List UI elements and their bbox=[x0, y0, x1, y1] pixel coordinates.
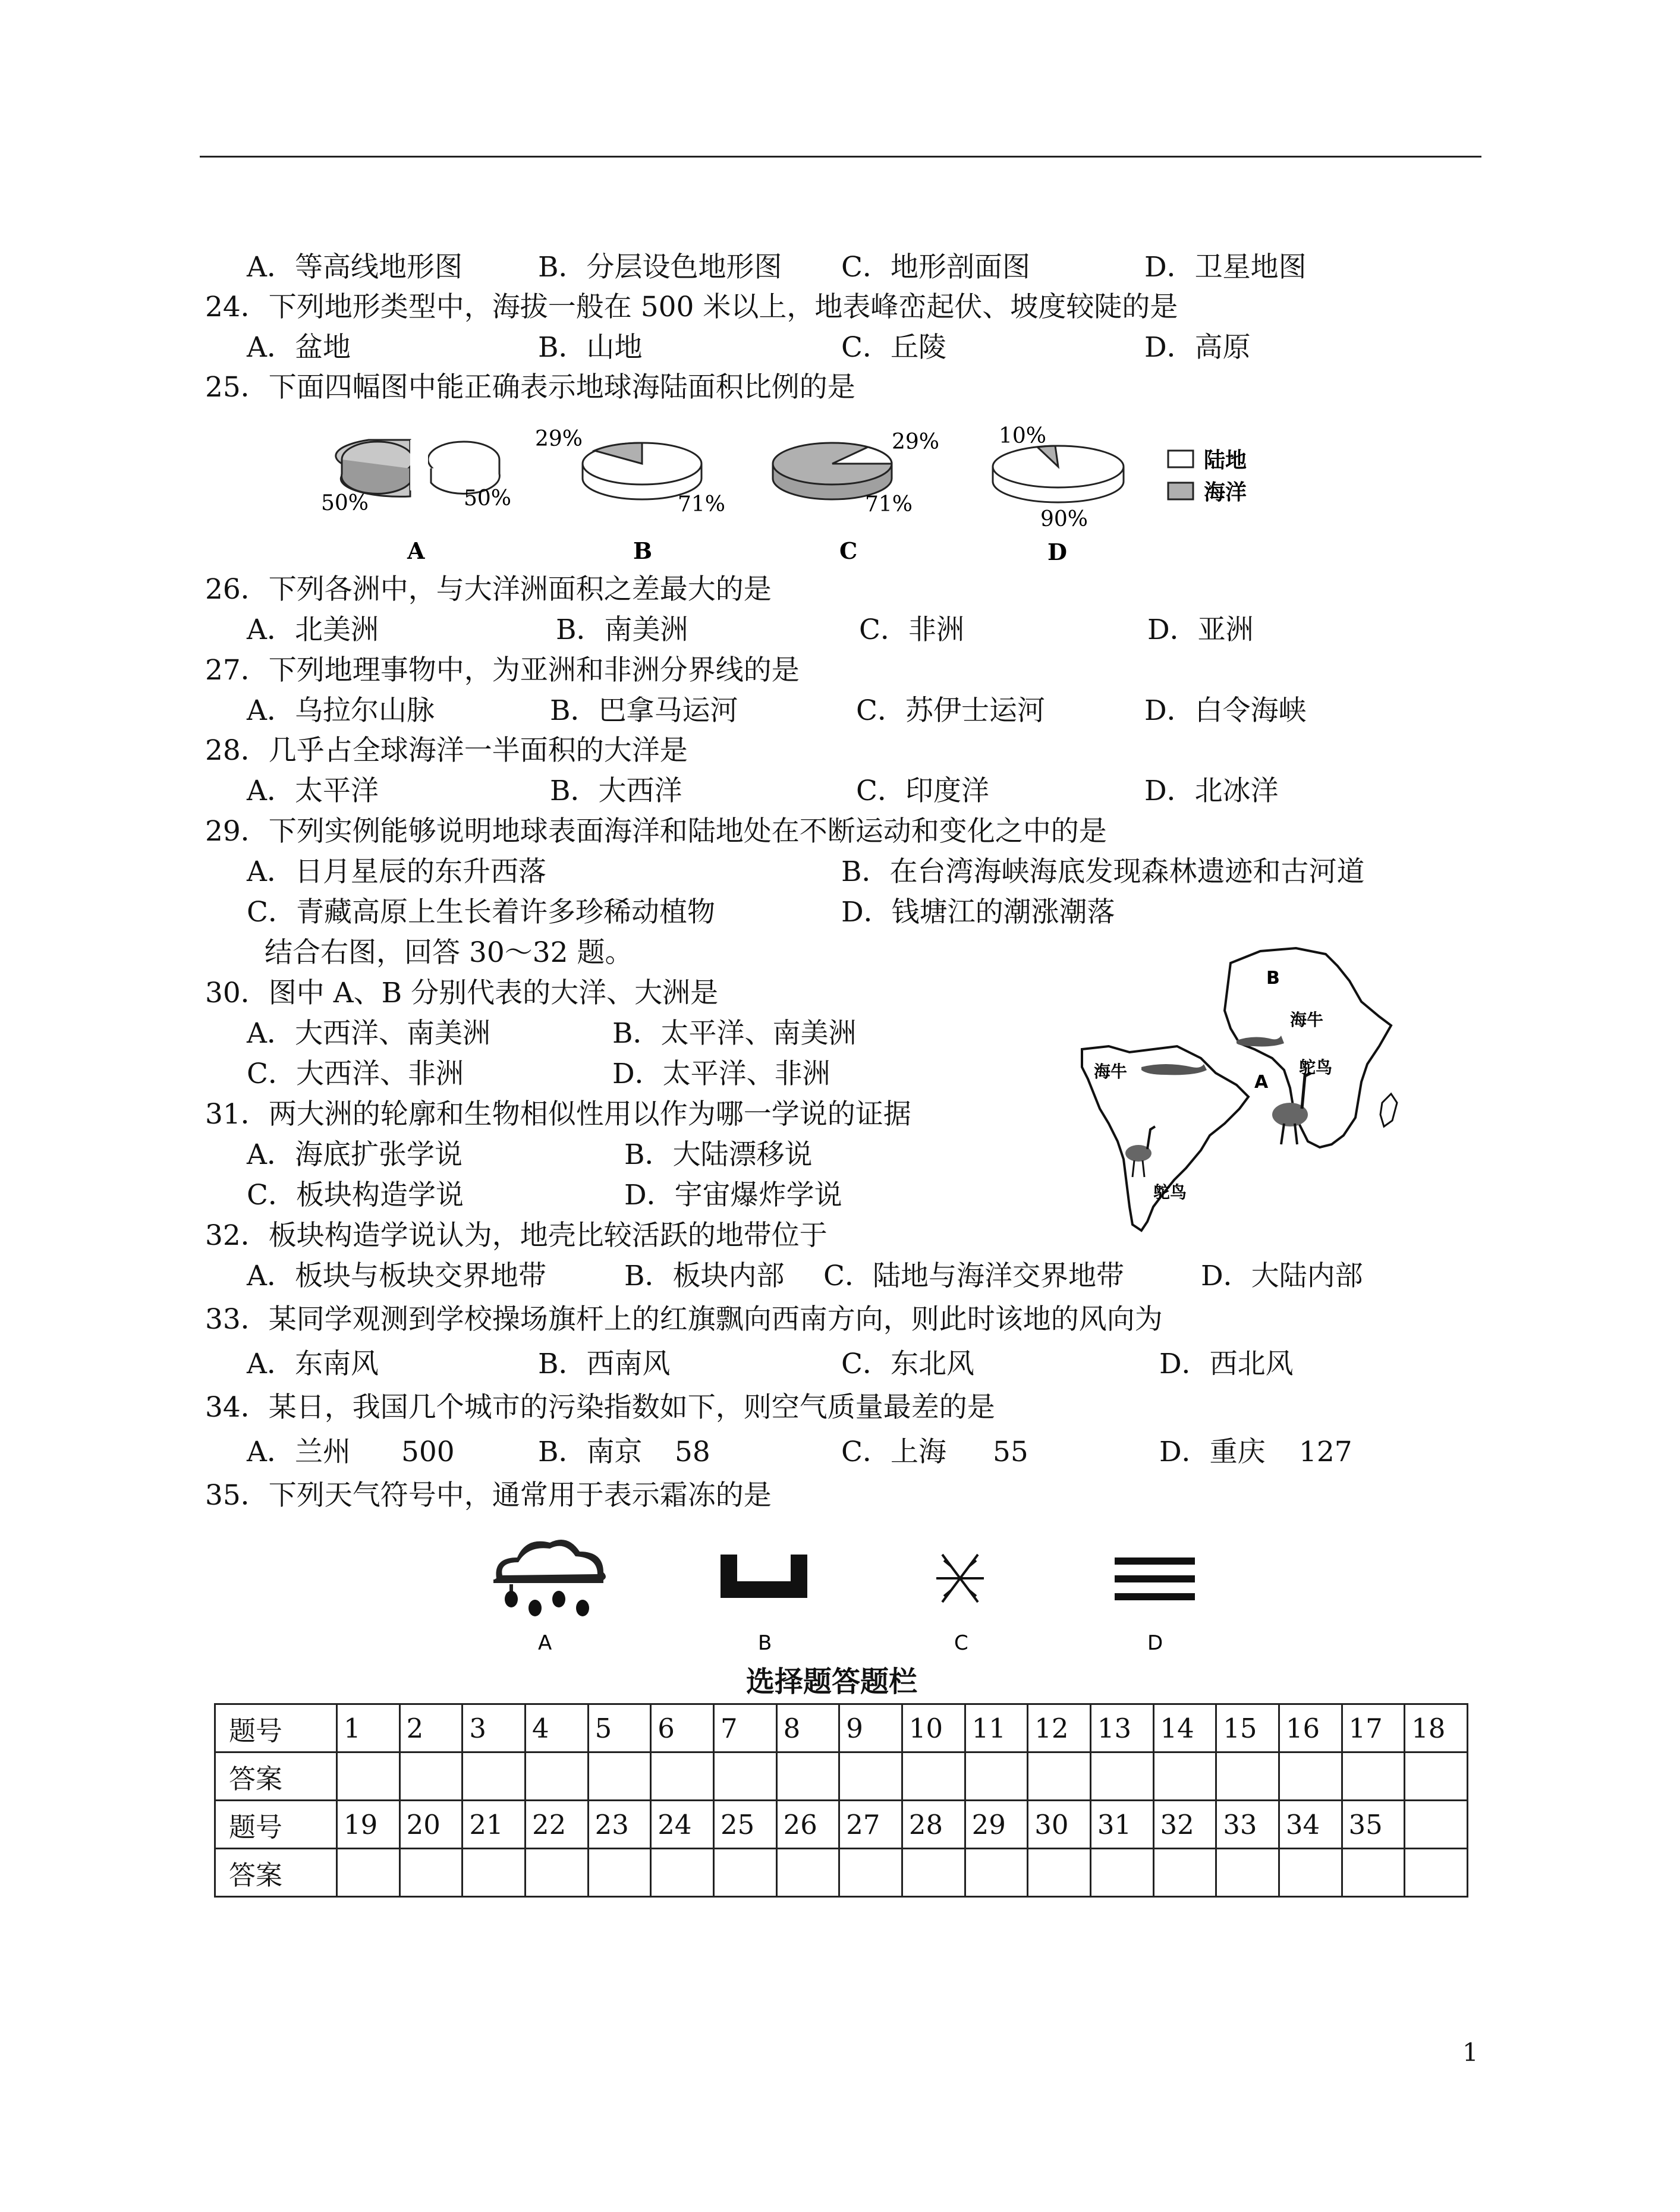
q26-option-d: D．亚洲 bbox=[1147, 613, 1254, 646]
madagascar-outline bbox=[1380, 1094, 1397, 1127]
table-cell: 17 bbox=[1342, 1704, 1405, 1752]
q27-option-b: B．巴拿马运河 bbox=[550, 694, 738, 727]
answer-cell[interactable] bbox=[1028, 1849, 1091, 1897]
q30-stem: 30．图中 A、B 分别代表的大洋、大洲是 bbox=[205, 977, 719, 1009]
answer-cell[interactable] bbox=[965, 1752, 1028, 1801]
map-label-manatee-1: 海牛 bbox=[1094, 1062, 1128, 1081]
q34-option-d-name: D．重庆 bbox=[1159, 1436, 1266, 1468]
pie-figures bbox=[297, 416, 1308, 577]
legend-ocean-swatch bbox=[1168, 483, 1193, 499]
pie-d-bottom-label: 90% bbox=[1040, 507, 1088, 531]
table-cell: 6 bbox=[651, 1704, 714, 1752]
answer-cell[interactable] bbox=[651, 1752, 714, 1801]
q29-option-d: D．钱塘江的潮涨潮落 bbox=[841, 896, 1115, 929]
answer-cell[interactable] bbox=[776, 1849, 839, 1897]
q28-stem: 28．几乎占全球海洋一半面积的大洋是 bbox=[205, 734, 688, 767]
africa-outline bbox=[1225, 948, 1391, 1147]
answer-cell[interactable] bbox=[337, 1752, 400, 1801]
q30-option-c: C．大西洋、非洲 bbox=[247, 1058, 464, 1090]
q30-option-b: B．太平洋、南美洲 bbox=[612, 1017, 857, 1050]
table-cell: 29 bbox=[965, 1801, 1028, 1849]
legend-land-label: 陆地 bbox=[1204, 448, 1247, 473]
answer-cell[interactable] bbox=[776, 1752, 839, 1801]
symbol-d-label: D bbox=[1147, 1631, 1163, 1655]
map-label-a: A bbox=[1254, 1072, 1269, 1093]
row-label-number: 题号 bbox=[215, 1801, 337, 1849]
pie-a-right-label: 50% bbox=[464, 486, 512, 511]
answer-cell[interactable] bbox=[1279, 1752, 1342, 1801]
pie-b-letter: B bbox=[633, 537, 653, 564]
answer-table-row-numbers-1 bbox=[215, 1704, 1468, 1752]
q31-option-b: B．大陆漂移说 bbox=[624, 1138, 813, 1171]
q31-option-d: D．宇宙爆炸学说 bbox=[624, 1179, 842, 1212]
q32-option-d: D．大陆内部 bbox=[1201, 1260, 1363, 1292]
answer-table-row-answers-1 bbox=[215, 1752, 1468, 1801]
table-cell: 15 bbox=[1216, 1704, 1279, 1752]
q34-option-c-name: C．上海 bbox=[841, 1436, 946, 1468]
map-label-b: B bbox=[1266, 968, 1280, 989]
q31-option-c: C．板块构造学说 bbox=[247, 1179, 464, 1212]
q28-option-b: B．大西洋 bbox=[550, 775, 682, 807]
answer-cell[interactable] bbox=[588, 1849, 651, 1897]
table-cell: 10 bbox=[902, 1704, 965, 1752]
q29-option-a: A．日月星辰的东升西落 bbox=[247, 855, 546, 888]
q34-option-c-value: 55 bbox=[993, 1436, 1028, 1468]
answer-cell[interactable] bbox=[902, 1752, 965, 1801]
pie-d bbox=[993, 424, 1124, 565]
q32-option-c: C．陆地与海洋交界地带 bbox=[823, 1260, 1124, 1292]
q34-option-b-value: 58 bbox=[675, 1436, 710, 1468]
answer-cell[interactable] bbox=[525, 1849, 588, 1897]
pie-a-letter: A bbox=[407, 537, 425, 564]
answer-cell[interactable] bbox=[337, 1849, 400, 1897]
answer-cell[interactable] bbox=[839, 1849, 902, 1897]
answer-table-row-answers-2 bbox=[215, 1849, 1468, 1897]
table-cell: 33 bbox=[1216, 1801, 1279, 1849]
table-cell: 32 bbox=[1153, 1801, 1216, 1849]
answer-cell[interactable] bbox=[965, 1849, 1028, 1897]
q31-stem: 31．两大洲的轮廓和生物相似性用以作为哪一学说的证据 bbox=[205, 1098, 911, 1131]
q34-option-a-name: A．兰州 bbox=[247, 1436, 351, 1468]
answer-cell[interactable] bbox=[902, 1849, 965, 1897]
q26-option-a: A．北美洲 bbox=[247, 613, 379, 646]
q33-stem: 33．某同学观测到学校操场旗杆上的红旗飘向西南方向，则此时该地的风向为 bbox=[205, 1303, 1163, 1336]
q24-option-b: B．山地 bbox=[538, 331, 643, 364]
table-cell: 26 bbox=[776, 1801, 839, 1849]
table-cell: 3 bbox=[463, 1704, 526, 1752]
table-cell: 13 bbox=[1090, 1704, 1153, 1752]
answer-cell[interactable] bbox=[713, 1849, 776, 1897]
q27-option-c: C．苏伊士运河 bbox=[856, 694, 1045, 727]
q23-option-b: B．分层设色地形图 bbox=[538, 251, 782, 284]
table-cell: 27 bbox=[839, 1801, 902, 1849]
table-cell: 18 bbox=[1405, 1704, 1468, 1752]
table-cell: 25 bbox=[713, 1801, 776, 1849]
table-cell: 9 bbox=[839, 1704, 902, 1752]
table-cell: 5 bbox=[588, 1704, 651, 1752]
symbol-a-label: A bbox=[538, 1631, 552, 1655]
pie-a-left-label: 50% bbox=[321, 491, 369, 515]
table-cell: 11 bbox=[965, 1704, 1028, 1752]
map-label-ostrich-1: 鸵鸟 bbox=[1299, 1058, 1333, 1077]
table-cell: 23 bbox=[588, 1801, 651, 1849]
answer-cell[interactable] bbox=[399, 1752, 463, 1801]
continent-map bbox=[1058, 945, 1403, 1242]
q32-option-a: A．板块与板块交界地带 bbox=[247, 1260, 546, 1292]
q28-option-a: A．太平洋 bbox=[247, 775, 379, 807]
intro-30-32: 结合右图，回答 30～32 题。 bbox=[265, 936, 633, 969]
answer-cell[interactable] bbox=[1279, 1849, 1342, 1897]
symbol-c-label: C bbox=[954, 1631, 968, 1655]
pie-c-top-label: 29% bbox=[892, 430, 940, 454]
pie-c-bottom-label: 71% bbox=[865, 492, 913, 517]
answer-table bbox=[214, 1703, 1468, 1898]
q27-stem: 27．下列地理事物中，为亚洲和非洲分界线的是 bbox=[205, 654, 800, 687]
pie-b-bottom-label: 71% bbox=[678, 492, 726, 517]
answer-cell[interactable] bbox=[713, 1752, 776, 1801]
q29-option-b: B．在台湾海峡海底发现森林遗迹和古河道 bbox=[841, 855, 1365, 888]
q34-option-d-value: 127 bbox=[1299, 1436, 1352, 1468]
table-cell: 35 bbox=[1342, 1801, 1405, 1849]
table-cell: 4 bbox=[525, 1704, 588, 1752]
pie-legend bbox=[1168, 448, 1247, 505]
map-label-ostrich-2: 鸵鸟 bbox=[1153, 1182, 1187, 1202]
table-cell: 19 bbox=[337, 1801, 400, 1849]
q29-option-c: C．青藏高原上生长着许多珍稀动植物 bbox=[247, 896, 715, 929]
q34-option-b-name: B．南京 bbox=[538, 1436, 643, 1468]
q25-stem: 25．下面四幅图中能正确表示地球海陆面积比例的是 bbox=[205, 371, 855, 404]
table-cell: 21 bbox=[463, 1801, 526, 1849]
table-cell: 30 bbox=[1028, 1801, 1091, 1849]
table-cell: 14 bbox=[1153, 1704, 1216, 1752]
q34-option-a-value: 500 bbox=[401, 1436, 455, 1468]
row-label-answer: 答案 bbox=[215, 1752, 337, 1801]
table-cell: 1 bbox=[337, 1704, 400, 1752]
table-cell: 8 bbox=[776, 1704, 839, 1752]
q26-option-b: B．南美洲 bbox=[556, 613, 688, 646]
answer-cell[interactable] bbox=[1216, 1752, 1279, 1801]
q33-option-c: C．东北风 bbox=[841, 1348, 974, 1380]
q24-option-a: A．盆地 bbox=[247, 331, 351, 364]
q28-option-d: D．北冰洋 bbox=[1144, 775, 1279, 807]
q30-option-d: D．太平洋、非洲 bbox=[612, 1058, 830, 1090]
row-label-number: 题号 bbox=[215, 1704, 337, 1752]
q24-stem: 24．下列地形类型中，海拔一般在 500 米以上，地表峰峦起伏、坡度较陡的是 bbox=[205, 291, 1178, 323]
table-cell: 12 bbox=[1028, 1704, 1091, 1752]
answer-cell[interactable] bbox=[1090, 1752, 1153, 1801]
answer-cell[interactable] bbox=[839, 1752, 902, 1801]
q34-stem: 34．某日，我国几个城市的污染指数如下，则空气质量最差的是 bbox=[205, 1391, 995, 1424]
fog-icon bbox=[1115, 1557, 1195, 1600]
pie-c-letter: C bbox=[839, 537, 858, 564]
row-label-answer: 答案 bbox=[215, 1849, 337, 1897]
q29-stem: 29．下列实例能够说明地球表面海洋和陆地处在不断运动和变化之中的是 bbox=[205, 815, 1107, 848]
answer-cell[interactable] bbox=[1028, 1752, 1091, 1801]
table-cell: 24 bbox=[651, 1801, 714, 1849]
answer-cell[interactable] bbox=[463, 1752, 526, 1801]
q24-option-d: D．高原 bbox=[1144, 331, 1251, 364]
frost-icon bbox=[721, 1555, 807, 1598]
table-cell: 34 bbox=[1279, 1801, 1342, 1849]
pie-d-top-label: 10% bbox=[999, 424, 1047, 448]
q30-option-a: A．大西洋、南美洲 bbox=[247, 1017, 490, 1050]
q31-option-a: A．海底扩张学说 bbox=[247, 1138, 463, 1171]
pie-b bbox=[535, 427, 725, 564]
table-cell: 2 bbox=[399, 1704, 463, 1752]
table-cell: 20 bbox=[399, 1801, 463, 1849]
table-cell: 31 bbox=[1090, 1801, 1153, 1849]
q33-option-d: D．西北风 bbox=[1159, 1348, 1294, 1380]
table-cell: 28 bbox=[902, 1801, 965, 1849]
q33-option-a: A．东南风 bbox=[247, 1348, 379, 1380]
answer-table-title: 选择题答题栏 bbox=[746, 1665, 918, 1698]
answer-cell[interactable] bbox=[463, 1849, 526, 1897]
q23-option-d: D．卫星地图 bbox=[1144, 251, 1307, 284]
q33-option-b: B．西南风 bbox=[538, 1348, 671, 1380]
table-cell: 22 bbox=[525, 1801, 588, 1849]
answer-cell[interactable] bbox=[1342, 1752, 1405, 1801]
answer-cell[interactable] bbox=[1216, 1849, 1279, 1897]
pie-c bbox=[773, 430, 939, 564]
pie-d-letter: D bbox=[1047, 539, 1067, 565]
answer-cell[interactable] bbox=[1342, 1849, 1405, 1897]
answer-cell[interactable] bbox=[399, 1849, 463, 1897]
answer-cell[interactable] bbox=[651, 1849, 714, 1897]
q27-option-d: D．白令海峡 bbox=[1144, 694, 1307, 727]
table-cell: 7 bbox=[713, 1704, 776, 1752]
answer-cell[interactable] bbox=[588, 1752, 651, 1801]
answer-cell[interactable] bbox=[1405, 1849, 1468, 1897]
legend-land-swatch bbox=[1168, 451, 1193, 467]
rain-cloud-icon bbox=[493, 1540, 606, 1616]
q32-option-b: B．板块内部 bbox=[624, 1260, 785, 1292]
answer-cell[interactable] bbox=[1153, 1752, 1216, 1801]
pie-b-top-label: 29% bbox=[535, 427, 583, 451]
q35-stem: 35．下列天气符号中，通常用于表示霜冻的是 bbox=[205, 1479, 772, 1512]
q27-option-a: A．乌拉尔山脉 bbox=[247, 694, 435, 727]
answer-cell[interactable] bbox=[1405, 1752, 1468, 1801]
table-cell: 16 bbox=[1279, 1704, 1342, 1752]
q32-stem: 32．板块构造学说认为，地壳比较活跃的地带位于 bbox=[205, 1219, 828, 1252]
map-label-manatee-2: 海牛 bbox=[1290, 1010, 1324, 1030]
answer-cell[interactable] bbox=[1153, 1849, 1216, 1897]
table-cell bbox=[1405, 1801, 1468, 1849]
header-rule bbox=[200, 156, 1481, 158]
symbol-b-label: B bbox=[758, 1631, 772, 1655]
q28-option-c: C．印度洋 bbox=[856, 775, 989, 807]
answer-table-row-numbers-2 bbox=[215, 1801, 1468, 1849]
answer-cell[interactable] bbox=[525, 1752, 588, 1801]
q23-option-c: C．地形剖面图 bbox=[841, 251, 1030, 284]
answer-cell[interactable] bbox=[1090, 1849, 1153, 1897]
snow-icon bbox=[936, 1555, 984, 1602]
page-number: 1 bbox=[1462, 2038, 1478, 2067]
q26-option-c: C．非洲 bbox=[859, 613, 964, 646]
pie-a bbox=[321, 440, 511, 564]
q23-option-a: A．等高线地形图 bbox=[247, 251, 463, 284]
q26-stem: 26．下列各洲中，与大洋洲面积之差最大的是 bbox=[205, 573, 772, 606]
legend-ocean-label: 海洋 bbox=[1204, 480, 1247, 505]
q24-option-c: C．丘陵 bbox=[841, 331, 946, 364]
weather-symbols bbox=[476, 1534, 1248, 1659]
